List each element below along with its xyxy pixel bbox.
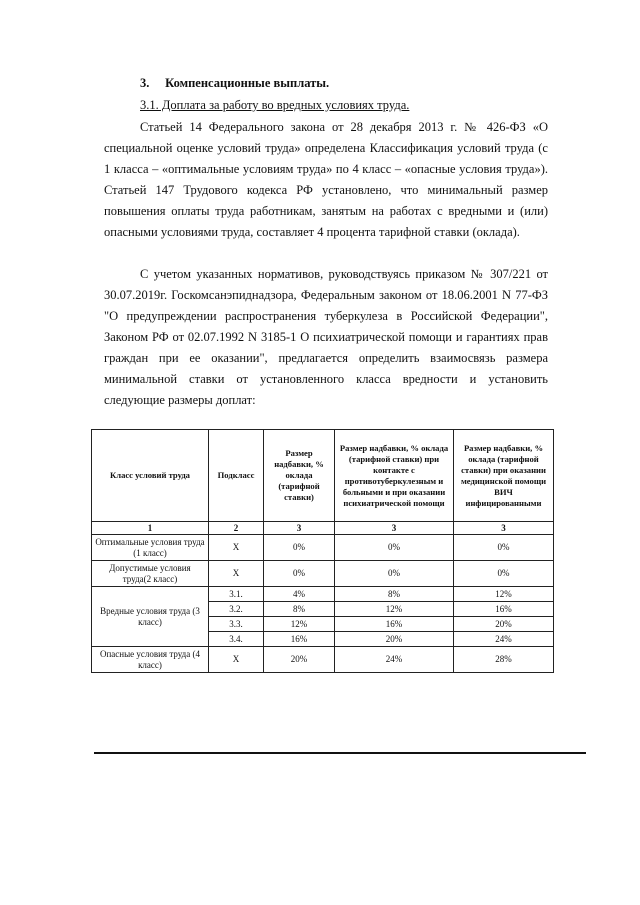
subclass-cell: 3.1. [209,587,264,602]
section-heading [140,76,329,91]
base-rate-cell: 0% [264,535,335,561]
tb-psych-rate-cell: 8% [335,587,454,602]
page-separator-line [94,752,586,754]
base-rate-cell: 20% [264,647,335,673]
subclass-cell: Х [209,535,264,561]
subclass-cell: 3.4. [209,632,264,647]
tb-psych-rate-cell: 12% [335,602,454,617]
subclass-cell: Х [209,647,264,673]
table-row [92,561,554,587]
payment-table [91,429,554,673]
tb-psych-rate-cell: 24% [335,647,454,673]
paragraph-proposal: С учетом указанных нормативов, руководствуясь приказом № 307/221 от 30.07.2019г. Госкомсанэпиднадзора, Федеральным законом от 18.06.2001 N 77-ФЗ "О предупреждении распространения туберкулеза в Российской Федерации", Законом РФ от 02.07.1992 N 3185-1 О психиатрической помощи и гарантиях прав граждан при ее оказании", предлагается определить взаимосвязь размера минимальной ставки от установленного класса вредности и установить следующие размеры доплат: [104,267,548,407]
header-tb-psych-rate: Размер надбавки, % оклада (тарифной ставки) при контакте с противотуберкулезным и больными и при оказании психиатрической помощи [335,430,454,522]
header-hiv-rate: Размер надбавки, % оклада (тарифной ставки) при оказании медицинской помощи ВИЧ инфицированными [454,430,554,522]
table-header-row [92,430,554,522]
class-cell: Оптимальные условия труда (1 класс) [92,535,209,561]
subclass-cell: 3.2. [209,602,264,617]
class-cell: Допустимые условия труда(2 класс) [92,561,209,587]
hiv-rate-cell: 24% [454,632,554,647]
header-class: Класс условий труда [92,430,209,522]
column-number: 2 [209,522,264,535]
base-rate-cell: 12% [264,617,335,632]
base-rate-cell: 0% [264,561,335,587]
tb-psych-rate-cell: 0% [335,561,454,587]
class-cell: Вредные условия труда (3 класс) [92,587,209,647]
column-number: 3 [454,522,554,535]
table-row [92,647,554,673]
base-rate-cell: 16% [264,632,335,647]
column-number: 3 [264,522,335,535]
table-row [92,587,554,602]
section-number: 3. [140,76,150,90]
subclass-cell: 3.3. [209,617,264,632]
table-row [92,535,554,561]
tb-psych-rate-cell: 20% [335,632,454,647]
class-cell: Опасные условия труда (4 класс) [92,647,209,673]
tb-psych-rate-cell: 16% [335,617,454,632]
column-number-row [92,522,554,535]
column-number: 1 [92,522,209,535]
hiv-rate-cell: 0% [454,561,554,587]
paragraph-classification: Статьей 14 Федерального закона от 28 декабря 2013 г. № 426-ФЗ «О специальной оценке условий труда» определена Классификация условий труда (с 1 класса – «оптимальные условиям труда» по 4 класс – «опасные условия труда»). Статьей 147 Трудового кодекса РФ установлено, что минимальный размер повышения оплаты труда работникам, занятым на работах с вредными и (или) опасными условиями труда, составляет 4 процента тарифной ставки (оклада). [104,120,548,239]
header-base-rate: Размер надбавки, % оклада (тарифной ставки) [264,430,335,522]
base-rate-cell: 4% [264,587,335,602]
hiv-rate-cell: 28% [454,647,554,673]
hiv-rate-cell: 16% [454,602,554,617]
tb-psych-rate-cell: 0% [335,535,454,561]
column-number: 3 [335,522,454,535]
hiv-rate-cell: 20% [454,617,554,632]
base-rate-cell: 8% [264,602,335,617]
header-subclass: Подкласс [209,430,264,522]
hiv-rate-cell: 0% [454,535,554,561]
hiv-rate-cell: 12% [454,587,554,602]
subsection-heading: 3.1. Доплата за работу во вредных условиях труда. [140,98,410,112]
subclass-cell: Х [209,561,264,587]
section-title: Компенсационные выплаты. [165,76,330,90]
